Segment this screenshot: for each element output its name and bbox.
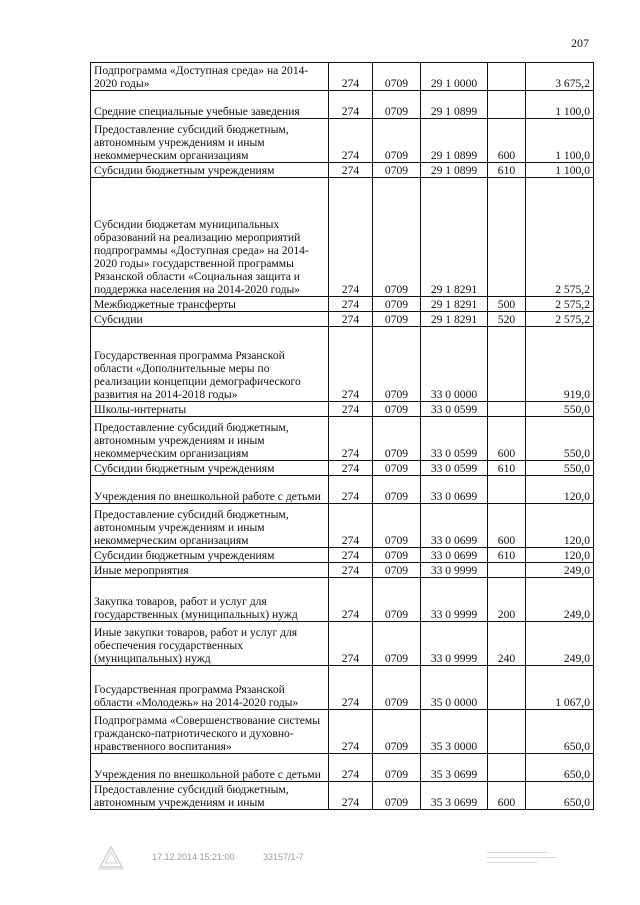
row-section-code: 0709 bbox=[373, 417, 421, 461]
page-number: 207 bbox=[571, 36, 589, 50]
row-expense-type bbox=[488, 476, 526, 504]
row-amount: 2 575,2 bbox=[526, 297, 594, 312]
row-article-code: 33 0 0599 bbox=[421, 402, 488, 417]
row-section-code: 0709 bbox=[373, 163, 421, 178]
row-section-code: 0709 bbox=[373, 548, 421, 563]
row-section-code: 0709 bbox=[373, 563, 421, 578]
row-section-code: 0709 bbox=[373, 297, 421, 312]
row-section-code: 0709 bbox=[373, 461, 421, 476]
row-ministry-code: 274 bbox=[329, 63, 373, 91]
row-amount: 650,0 bbox=[526, 754, 594, 782]
table-row bbox=[91, 119, 594, 163]
row-name: Учреждения по внешкольной работе с детьми bbox=[91, 754, 329, 782]
row-expense-type bbox=[488, 710, 526, 754]
row-article-code: 35 3 0000 bbox=[421, 710, 488, 754]
row-section-code: 0709 bbox=[373, 178, 421, 297]
table-row bbox=[91, 402, 594, 417]
row-name: Государственная программа Рязанской области «Молодежь» на 2014-2020 годы» bbox=[91, 666, 329, 710]
row-amount: 249,0 bbox=[526, 563, 594, 578]
row-ministry-code: 274 bbox=[329, 476, 373, 504]
row-article-code: 33 0 0699 bbox=[421, 504, 488, 548]
row-expense-type bbox=[488, 91, 526, 119]
row-amount: 1 100,0 bbox=[526, 163, 594, 178]
row-amount: 1 100,0 bbox=[526, 119, 594, 163]
row-article-code: 29 1 0899 bbox=[421, 91, 488, 119]
row-ministry-code: 274 bbox=[329, 119, 373, 163]
budget-table bbox=[90, 62, 594, 810]
row-expense-type: 240 bbox=[488, 622, 526, 666]
row-expense-type: 520 bbox=[488, 312, 526, 327]
row-ministry-code: 274 bbox=[329, 297, 373, 312]
table-row bbox=[91, 578, 594, 622]
row-amount: 650,0 bbox=[526, 782, 594, 810]
row-name: Предоставление субсидий бюджетным, автономным учреждениям и иным некоммерческим организациям bbox=[91, 417, 329, 461]
row-expense-type bbox=[488, 402, 526, 417]
row-expense-type bbox=[488, 563, 526, 578]
budget-table-body bbox=[91, 63, 594, 810]
table-row bbox=[91, 312, 594, 327]
row-section-code: 0709 bbox=[373, 327, 421, 402]
row-article-code: 33 0 9999 bbox=[421, 563, 488, 578]
row-amount: 120,0 bbox=[526, 476, 594, 504]
row-name: Средние специальные учебные заведения bbox=[91, 91, 329, 119]
row-ministry-code: 274 bbox=[329, 91, 373, 119]
row-name: Предоставление субсидий бюджетным, автономным учреждениям и иным некоммерческим организациям bbox=[91, 504, 329, 548]
table-row bbox=[91, 548, 594, 563]
row-section-code: 0709 bbox=[373, 666, 421, 710]
row-section-code: 0709 bbox=[373, 91, 421, 119]
row-name: Учреждения по внешкольной работе с детьми bbox=[91, 476, 329, 504]
row-expense-type: 610 bbox=[488, 163, 526, 178]
table-row bbox=[91, 710, 594, 754]
row-name: Субсидии бюджетам муниципальных образований на реализацию мероприятий подпрограммы «Доступная среда» на 2014-2020 годы» государственной программы Рязанской области «Социальная защита и поддержка населения на 2014-2020 годы» bbox=[91, 178, 329, 297]
row-section-code: 0709 bbox=[373, 782, 421, 810]
row-name: Субсидии бюджетным учреждениям bbox=[91, 548, 329, 563]
row-amount: 550,0 bbox=[526, 417, 594, 461]
row-section-code: 0709 bbox=[373, 63, 421, 91]
row-article-code: 33 0 9999 bbox=[421, 622, 488, 666]
row-article-code: 33 0 9999 bbox=[421, 578, 488, 622]
table-row bbox=[91, 504, 594, 548]
row-section-code: 0709 bbox=[373, 312, 421, 327]
table-row bbox=[91, 782, 594, 810]
row-ministry-code: 274 bbox=[329, 666, 373, 710]
row-ministry-code: 274 bbox=[329, 782, 373, 810]
row-article-code: 33 0 0000 bbox=[421, 327, 488, 402]
row-expense-type bbox=[488, 754, 526, 782]
row-name: Закупка товаров, работ и услуг для государственных (муниципальных) нужд bbox=[91, 578, 329, 622]
row-amount: 120,0 bbox=[526, 548, 594, 563]
stamp-mark-icon bbox=[96, 843, 126, 871]
table-row bbox=[91, 666, 594, 710]
row-article-code: 35 0 0000 bbox=[421, 666, 488, 710]
table-row bbox=[91, 563, 594, 578]
row-article-code: 29 1 8291 bbox=[421, 297, 488, 312]
row-amount: 1 100,0 bbox=[526, 91, 594, 119]
row-ministry-code: 274 bbox=[329, 402, 373, 417]
row-article-code: 29 1 0899 bbox=[421, 163, 488, 178]
table-row bbox=[91, 476, 594, 504]
row-section-code: 0709 bbox=[373, 402, 421, 417]
row-section-code: 0709 bbox=[373, 578, 421, 622]
row-ministry-code: 274 bbox=[329, 178, 373, 297]
table-row bbox=[91, 754, 594, 782]
table-row bbox=[91, 417, 594, 461]
row-expense-type: 600 bbox=[488, 504, 526, 548]
row-name: Иные закупки товаров, работ и услуг для обеспечения государственных (муниципальных) нужд bbox=[91, 622, 329, 666]
row-expense-type: 600 bbox=[488, 417, 526, 461]
row-section-code: 0709 bbox=[373, 119, 421, 163]
row-ministry-code: 274 bbox=[329, 461, 373, 476]
row-name: Межбюджетные трансферты bbox=[91, 297, 329, 312]
faint-stamp-lines bbox=[487, 852, 557, 870]
row-expense-type: 500 bbox=[488, 297, 526, 312]
row-article-code: 33 0 0699 bbox=[421, 476, 488, 504]
row-amount: 550,0 bbox=[526, 461, 594, 476]
row-article-code: 29 1 0899 bbox=[421, 119, 488, 163]
row-ministry-code: 274 bbox=[329, 312, 373, 327]
row-section-code: 0709 bbox=[373, 476, 421, 504]
table-row bbox=[91, 91, 594, 119]
row-amount: 2 575,2 bbox=[526, 312, 594, 327]
row-name: Подпрограмма «Доступная среда» на 2014-2020 годы» bbox=[91, 63, 329, 91]
row-expense-type bbox=[488, 327, 526, 402]
row-section-code: 0709 bbox=[373, 504, 421, 548]
row-expense-type: 200 bbox=[488, 578, 526, 622]
row-amount: 1 067,0 bbox=[526, 666, 594, 710]
row-amount: 120,0 bbox=[526, 504, 594, 548]
footer-code: 33157/1-7 bbox=[263, 852, 304, 862]
row-section-code: 0709 bbox=[373, 622, 421, 666]
row-ministry-code: 274 bbox=[329, 578, 373, 622]
row-expense-type bbox=[488, 666, 526, 710]
row-expense-type: 600 bbox=[488, 119, 526, 163]
row-article-code: 29 1 0000 bbox=[421, 63, 488, 91]
row-name: Иные мероприятия bbox=[91, 563, 329, 578]
table-row bbox=[91, 297, 594, 312]
row-amount: 2 575,2 bbox=[526, 178, 594, 297]
row-expense-type bbox=[488, 63, 526, 91]
table-row bbox=[91, 163, 594, 178]
row-expense-type: 610 bbox=[488, 461, 526, 476]
row-name: Школы-интернаты bbox=[91, 402, 329, 417]
row-article-code: 33 0 0699 bbox=[421, 548, 488, 563]
row-section-code: 0709 bbox=[373, 754, 421, 782]
row-expense-type: 600 bbox=[488, 782, 526, 810]
row-name: Субсидии бюджетным учреждениям bbox=[91, 163, 329, 178]
row-name: Подпрограмма «Совершенствование системы гражданско-патриотического и духовно-нравственного воспитания» bbox=[91, 710, 329, 754]
table-row bbox=[91, 461, 594, 476]
row-name: Предоставление субсидий бюджетным, автономным учреждениям и иным bbox=[91, 782, 329, 810]
row-name: Субсидии bbox=[91, 312, 329, 327]
row-amount: 3 675,2 bbox=[526, 63, 594, 91]
row-ministry-code: 274 bbox=[329, 622, 373, 666]
row-name: Субсидии бюджетным учреждениям bbox=[91, 461, 329, 476]
table-row bbox=[91, 622, 594, 666]
row-article-code: 33 0 0599 bbox=[421, 461, 488, 476]
row-ministry-code: 274 bbox=[329, 563, 373, 578]
table-row bbox=[91, 178, 594, 297]
row-article-code: 35 3 0699 bbox=[421, 782, 488, 810]
row-name: Государственная программа Рязанской области «Дополнительные меры по реализации концепции демографического развития на 2014-2018 годы» bbox=[91, 327, 329, 402]
row-amount: 249,0 bbox=[526, 622, 594, 666]
row-article-code: 29 1 8291 bbox=[421, 312, 488, 327]
row-expense-type bbox=[488, 178, 526, 297]
table-row bbox=[91, 327, 594, 402]
row-amount: 919,0 bbox=[526, 327, 594, 402]
row-ministry-code: 274 bbox=[329, 710, 373, 754]
row-name: Предоставление субсидий бюджетным, автономным учреждениям и иным некоммерческим организациям bbox=[91, 119, 329, 163]
row-article-code: 29 1 8291 bbox=[421, 178, 488, 297]
row-amount: 550,0 bbox=[526, 402, 594, 417]
row-amount: 249,0 bbox=[526, 578, 594, 622]
row-ministry-code: 274 bbox=[329, 504, 373, 548]
table-row bbox=[91, 63, 594, 91]
row-ministry-code: 274 bbox=[329, 548, 373, 563]
row-ministry-code: 274 bbox=[329, 163, 373, 178]
row-section-code: 0709 bbox=[373, 710, 421, 754]
row-expense-type: 610 bbox=[488, 548, 526, 563]
row-article-code: 35 3 0699 bbox=[421, 754, 488, 782]
footer-date: 17.12.2014 15:21:00 bbox=[152, 852, 235, 862]
row-ministry-code: 274 bbox=[329, 327, 373, 402]
row-article-code: 33 0 0599 bbox=[421, 417, 488, 461]
row-ministry-code: 274 bbox=[329, 754, 373, 782]
row-ministry-code: 274 bbox=[329, 417, 373, 461]
row-amount: 650,0 bbox=[526, 710, 594, 754]
